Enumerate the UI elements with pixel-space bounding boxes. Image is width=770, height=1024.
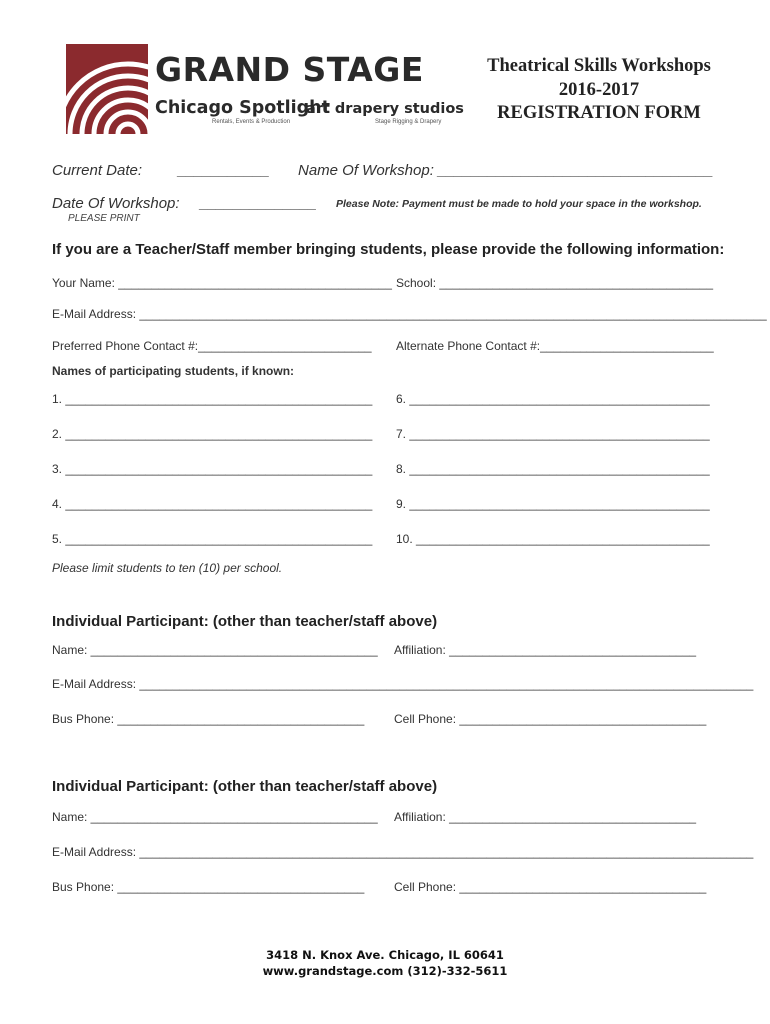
participant-2-cell-phone-field[interactable]: Cell Phone: _____________________________________ (394, 880, 707, 894)
participant-2-bus-phone-field[interactable]: Bus Phone: _____________________________________ (52, 880, 365, 894)
teacher-section-heading: If you are a Teacher/Staff member bringing students, please provide the following information: (52, 241, 725, 258)
student-field-5[interactable]: 5. ______________________________________________ (52, 532, 373, 546)
name-of-workshop-label: Name Of Workshop: (298, 162, 434, 179)
date-of-workshop-field[interactable]: ______________ (200, 195, 317, 212)
name-of-workshop-field[interactable]: _________________________________ (438, 162, 714, 179)
preferred-phone-field[interactable]: Preferred Phone Contact #:__________________________ (52, 339, 372, 353)
brand-name: GRAND STAGE (155, 50, 424, 89)
participant-1-affiliation-field[interactable]: Affiliation: _____________________________________ (394, 643, 697, 657)
footer-contact: www.grandstage.com (312)-332-5611 (262, 964, 508, 978)
participant-1-cell-phone-field[interactable]: Cell Phone: _____________________________________ (394, 712, 707, 726)
student-field-4[interactable]: 4. ______________________________________________ (52, 497, 373, 511)
brand-tagline-right: Stage Rigging & Drapery (375, 119, 442, 125)
students-label: Names of participating students, if known: (52, 364, 295, 378)
brand-sub-left: Chicago Spotlight (155, 98, 330, 118)
footer-address: 3418 N. Knox Ave. Chicago, IL 60641 (266, 948, 504, 962)
participant-2-heading: Individual Participant: (other than teacher/staff above) (52, 778, 438, 795)
student-field-1[interactable]: 1. ______________________________________________ (52, 392, 373, 406)
alternate-phone-field[interactable]: Alternate Phone Contact #:__________________________ (396, 339, 714, 353)
form-title-line1: Theatrical Skills Workshops (487, 56, 711, 76)
participant-1-bus-phone-field[interactable]: Bus Phone: _____________________________________ (52, 712, 365, 726)
student-field-6[interactable]: 6. _____________________________________________ (396, 392, 710, 406)
student-field-7[interactable]: 7. _____________________________________________ (396, 427, 710, 441)
grand-stage-logo-icon (66, 44, 148, 134)
brand-tagline-left: Rentals, Events & Production (212, 119, 291, 125)
student-field-2[interactable]: 2. ______________________________________________ (52, 427, 373, 441)
student-field-10[interactable]: 10. ____________________________________________ (396, 532, 710, 546)
payment-note: Please Note: Payment must be made to hold your space in the workshop. (336, 198, 702, 210)
student-field-8[interactable]: 8. _____________________________________________ (396, 462, 710, 476)
participant-1-name-field[interactable]: Name: ___________________________________________ (52, 643, 378, 657)
date-of-workshop-label: Date Of Workshop: (52, 195, 180, 212)
form-title-line2: 2016-2017 (558, 80, 640, 100)
participant-2-affiliation-field[interactable]: Affiliation: _____________________________________ (394, 810, 697, 824)
brand-sub-right: art drapery studios (306, 101, 464, 117)
teacher-email-field[interactable]: E-Mail Address: ______________________________________________________________________________________________ (52, 307, 767, 321)
current-date-field[interactable]: ___________ (178, 162, 270, 179)
participant-1-email-field[interactable]: E-Mail Address: ____________________________________________________________________________________________ (52, 677, 754, 691)
form-title-line3: REGISTRATION FORM (497, 103, 701, 123)
participant-2-email-field[interactable]: E-Mail Address: ____________________________________________________________________________________________ (52, 845, 754, 859)
school-field[interactable]: School: _________________________________________ (396, 276, 713, 290)
participant-1-heading: Individual Participant: (other than teacher/staff above) (52, 613, 438, 630)
participant-2-name-field[interactable]: Name: ___________________________________________ (52, 810, 378, 824)
current-date-label: Current Date: (52, 162, 143, 179)
student-field-3[interactable]: 3. ______________________________________________ (52, 462, 373, 476)
student-field-9[interactable]: 9. _____________________________________________ (396, 497, 710, 511)
student-limit-note: Please limit students to ten (10) per school. (52, 561, 283, 575)
your-name-field[interactable]: Your Name: _________________________________________ (52, 276, 392, 290)
please-print-note: PLEASE PRINT (68, 213, 140, 224)
